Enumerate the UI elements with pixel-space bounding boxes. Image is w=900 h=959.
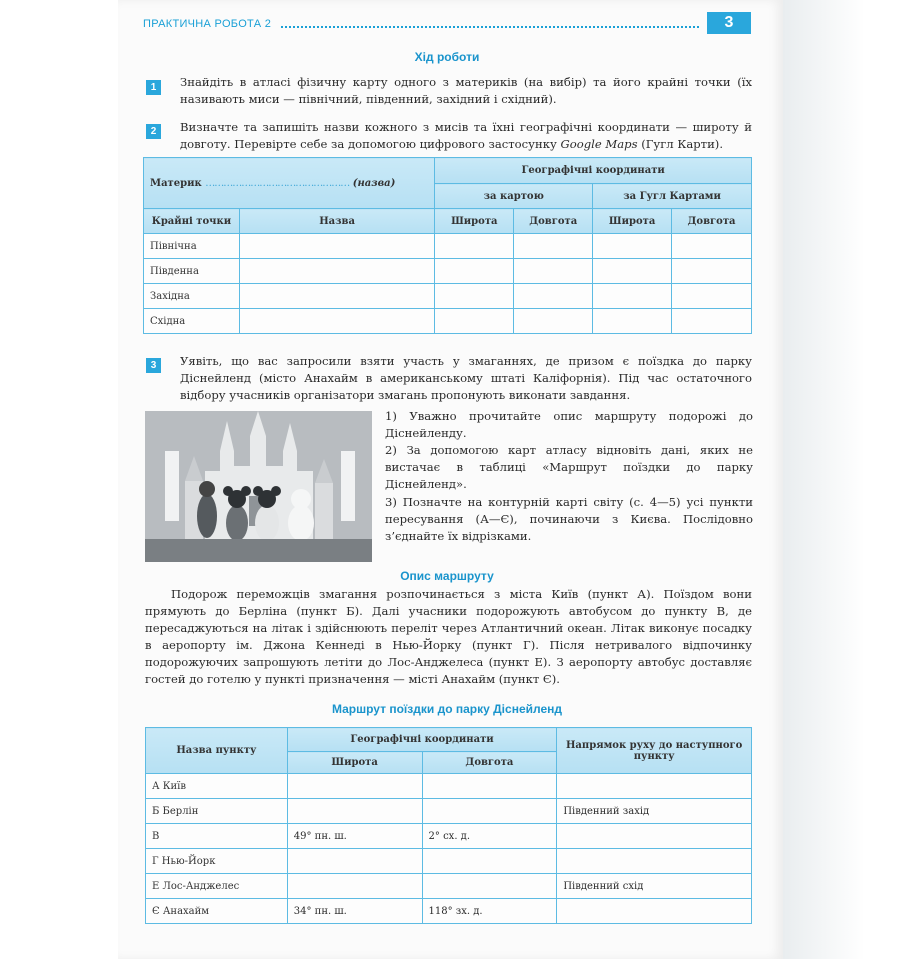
cell-lat[interactable]: [435, 284, 514, 309]
task-3-text: Уявіть, що вас запросили взяти участь у змаганнях, де призом є поїздка до парку Діснейленд (місто Анахайм в американському штаті Каліфорнія). Під час остаточного відбору учасників організатори змагань пропонують виконати завдання.: [180, 354, 752, 402]
by-google-header: за Гугл Картами: [593, 184, 752, 209]
table-row: [146, 824, 752, 849]
cell-lon[interactable]: [514, 259, 593, 284]
cell-name[interactable]: [239, 259, 434, 284]
point-dir[interactable]: [557, 824, 752, 849]
route-col-lon: Довгота: [422, 752, 557, 774]
route-text: Подорож переможців змагання розпочинається з міста Київ (пункт А). Поїздом вони прямують до Берліна (пункт Б). Далі учасники подорожують автобусом до пункту В, де пересаджуються на літак і здійснюють переліт через Атлантичний океан. Літак виконує посадку в аеропорту ім. Джона Кеннеді в Нью-Йорку (пункт Г). Після нетривалого відпочинку подорожуючих запрошують летіти до Лос-Анджелеса (пункт Е). З аеропорту автобус доставляє гостей до готелю у пункті призначення — місті Анахайм (пункт Є).: [145, 587, 752, 686]
route-col-lat: Широта: [287, 752, 422, 774]
col-direction: Напрямок руху до наступного пункту: [557, 728, 752, 774]
task-1-text: Знайдіть в атласі фізичну карту одного з материків (на вибір) та його крайні точки (їх називають миси — північний, південний, західний і східний).: [180, 75, 752, 106]
cell-lat[interactable]: [593, 309, 672, 334]
row-label: Західна: [144, 284, 240, 309]
continent-dots: …………………………………………: [205, 177, 350, 189]
coords-header: Географічні координати: [435, 158, 752, 184]
point-lon[interactable]: [422, 849, 557, 874]
col-points: Крайні точки: [144, 209, 240, 234]
point-lon[interactable]: 2° сх. д.: [422, 824, 557, 849]
extreme-points-table: [143, 157, 752, 334]
table-row: [144, 309, 752, 334]
cell-name[interactable]: [239, 234, 434, 259]
point-lat[interactable]: 49° пн. ш.: [287, 824, 422, 849]
col-lat-google: Широта: [593, 209, 672, 234]
cell-lon[interactable]: [672, 309, 752, 334]
route-table: [145, 727, 752, 924]
continent-header: [144, 158, 435, 209]
cell-name[interactable]: [239, 284, 434, 309]
header-label: ПРАКТИЧНА РОБОТА 2: [143, 18, 272, 30]
task-2-text-after: (Гугл Карти).: [637, 137, 724, 151]
cell-lon[interactable]: [514, 234, 593, 259]
cell-lat[interactable]: [593, 259, 672, 284]
point-lat[interactable]: 34° пн. ш.: [287, 899, 422, 924]
point-lat[interactable]: [287, 799, 422, 824]
task-2-text-before: Визначте та запишіть назви кожного з мисів та їхні географічні координати — широту й довготу. Перевірте себе за допомогою цифрового застосунку: [180, 120, 752, 151]
continent-label: Материк: [150, 177, 202, 189]
disneyland-photo: [145, 411, 372, 562]
cell-lat[interactable]: [593, 234, 672, 259]
point-lat[interactable]: [287, 849, 422, 874]
task-3-item-3: 3) Позначте на контурній карті світу (с. 4—5) усі пункти пересування (А—Є), починаючи з Києва. Послідовно з’єднайте їх відрізками.: [385, 495, 753, 543]
point-dir[interactable]: Південний схід: [557, 874, 752, 899]
task-2-badge: 2: [146, 124, 161, 139]
task-3-item-1: 1) Уважно прочитайте опис маршруту подорожі до Діснейленду.: [385, 409, 753, 440]
cell-name[interactable]: [239, 309, 434, 334]
cell-lat[interactable]: [435, 234, 514, 259]
section-title: Хід роботи: [414, 50, 480, 64]
point-lon[interactable]: [422, 799, 557, 824]
col-lat-map: Широта: [435, 209, 514, 234]
cell-lon[interactable]: [514, 284, 593, 309]
cell-lat[interactable]: [435, 259, 514, 284]
cell-lon[interactable]: [672, 234, 752, 259]
row-label: Північна: [144, 234, 240, 259]
point-dir[interactable]: [557, 774, 752, 799]
name-hint: (назва): [352, 177, 396, 189]
point-lon[interactable]: [422, 874, 557, 899]
task-1-badge: 1: [146, 80, 161, 95]
table-row: [146, 899, 752, 924]
task-3-badge: 3: [146, 358, 161, 373]
table-row: [144, 284, 752, 309]
point-name: Б Берлін: [146, 799, 288, 824]
table-row: [144, 234, 752, 259]
by-map-header: за картою: [435, 184, 593, 209]
row-label: Південна: [144, 259, 240, 284]
point-dir[interactable]: [557, 899, 752, 924]
point-lat[interactable]: [287, 874, 422, 899]
row-label: Східна: [144, 309, 240, 334]
point-lon[interactable]: 118° зх. д.: [422, 899, 557, 924]
page-gutter: [783, 0, 900, 959]
col-lon-google: Довгота: [672, 209, 752, 234]
running-header: [143, 12, 751, 34]
table-row: [146, 774, 752, 799]
col-point-name: Назва пункту: [146, 728, 288, 774]
table-row: [146, 799, 752, 824]
col-lon-map: Довгота: [514, 209, 593, 234]
point-name: А Київ: [146, 774, 288, 799]
route-table-title: Маршрут поїздки до парку Діснейленд: [331, 702, 562, 716]
task-2-text: [180, 119, 752, 153]
table-row: [146, 874, 752, 899]
point-name: Є Анахайм: [146, 899, 288, 924]
header-dotted-rule: [281, 26, 699, 28]
route-coords-header: Географічні координати: [287, 728, 557, 752]
point-dir[interactable]: [557, 849, 752, 874]
point-name: В: [146, 824, 288, 849]
table-row: [146, 849, 752, 874]
task-3-item-2: 2) За допомогою карт атласу відновіть дані, яких не вистачає в таблиці «Маршрут поїздки до парку Діснейленд».: [385, 443, 753, 491]
point-name: Е Лос-Анджелес: [146, 874, 288, 899]
route-title: Опис маршруту: [400, 569, 494, 583]
point-lon[interactable]: [422, 774, 557, 799]
cell-lon[interactable]: [672, 284, 752, 309]
cell-lon[interactable]: [514, 309, 593, 334]
page-number: 3: [707, 12, 751, 34]
point-dir[interactable]: Південний захід: [557, 799, 752, 824]
point-lat[interactable]: [287, 774, 422, 799]
cell-lat[interactable]: [435, 309, 514, 334]
col-name: Назва: [239, 209, 434, 234]
task-2-text-italic: Google Maps: [560, 137, 638, 151]
cell-lon[interactable]: [672, 259, 752, 284]
table-row: [144, 259, 752, 284]
point-name: Г Нью-Йорк: [146, 849, 288, 874]
cell-lat[interactable]: [593, 284, 672, 309]
